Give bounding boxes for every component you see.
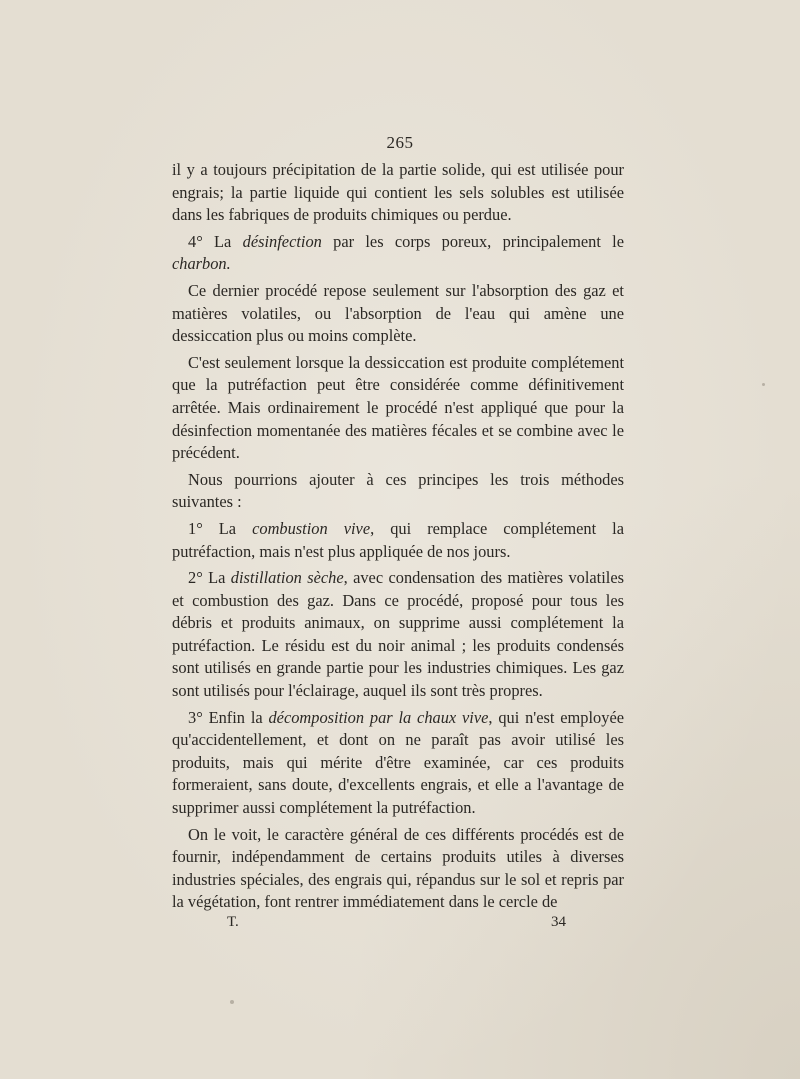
paper-speck bbox=[762, 383, 765, 386]
text-run: il y a toujours précipitation de la partie solide, qui est utilisée pour engrais; la partie liquide qui contient les sels solubles est utilisée dans les fabriques de produits chimiques ou perdue. bbox=[172, 160, 624, 225]
text-run: Nous pourrions ajouter à ces principes les trois méthodes suivantes : bbox=[172, 469, 624, 512]
printer-signature-mark: T. bbox=[227, 914, 239, 930]
text-run: 3° Enfin la bbox=[188, 707, 269, 727]
text-run: 4° La bbox=[188, 231, 243, 251]
italic-term: combustion vive bbox=[252, 518, 371, 538]
paragraph bbox=[172, 567, 624, 703]
paragraph bbox=[172, 280, 624, 348]
body-text bbox=[172, 159, 624, 918]
sheet-number: 34 bbox=[551, 914, 566, 930]
text-run: par les corps poreux, principalement le bbox=[321, 231, 624, 251]
text-run: C'est seulement lorsque la dessiccation est produite complétement que la putréfaction peut être considérée comme définitivement arrêtée. Mais ordinairement le procédé n'est appliqué que pour la désinfection momentanée des matières fécales et se combine avec le précédent. bbox=[172, 352, 624, 463]
text-run: , avec condensation des matières volatiles et combustion des gaz. Dans ce procédé, proposé pour tous les débris et produits animaux, on supprime aussi complétement la putréfaction. Le résidu est du noir animal ; les produits condensés sont utilisés en grande partie pour les industries chimiques. Les gaz sont utilisés pour l'éclairage, auquel ils sont très propres. bbox=[172, 568, 624, 701]
paragraph bbox=[172, 824, 624, 914]
paragraph bbox=[172, 159, 624, 227]
italic-term: désinfection bbox=[242, 231, 322, 251]
text-run: , qui remplace complétement la putréfaction, mais n'est plus appliquée de nos jours. bbox=[172, 518, 624, 561]
paragraph bbox=[172, 231, 624, 276]
italic-term: décomposition par la chaux vive bbox=[268, 707, 489, 727]
paper-speck bbox=[230, 1000, 234, 1004]
text-run: On le voit, le caractère général de ces différents procédés est de fournir, indépendamment de certains produits utiles à diverses industries spéciales, des engrais qui, répandus sur le sol et repris par la végétation, font rentrer immédiatement dans le cercle de bbox=[172, 824, 624, 912]
text-run: 2° La bbox=[188, 568, 231, 588]
page-number: 265 bbox=[386, 133, 414, 152]
paragraph bbox=[172, 352, 624, 465]
text-run: , qui n'est employée qu'accidentellement, et dont on ne paraît pas avoir utilisé les produits, mais qui mérite d'être examinée, car ces produits formeraient, sans doute, d'excellents engrais, et elle a l'avantage de supprimer aussi complétement la putréfaction. bbox=[172, 707, 624, 818]
italic-term: charbon. bbox=[172, 254, 231, 274]
text-run: Ce dernier procédé repose seulement sur l'absorption des gaz et matières volatiles, ou l'absorption de l'eau qui amène une dessiccation plus ou moins complète. bbox=[172, 280, 624, 346]
paragraph bbox=[172, 707, 624, 820]
italic-term: distillation sèche bbox=[230, 568, 344, 588]
text-run: 1° La bbox=[188, 518, 253, 538]
paragraph bbox=[172, 469, 624, 514]
paragraph bbox=[172, 518, 624, 563]
